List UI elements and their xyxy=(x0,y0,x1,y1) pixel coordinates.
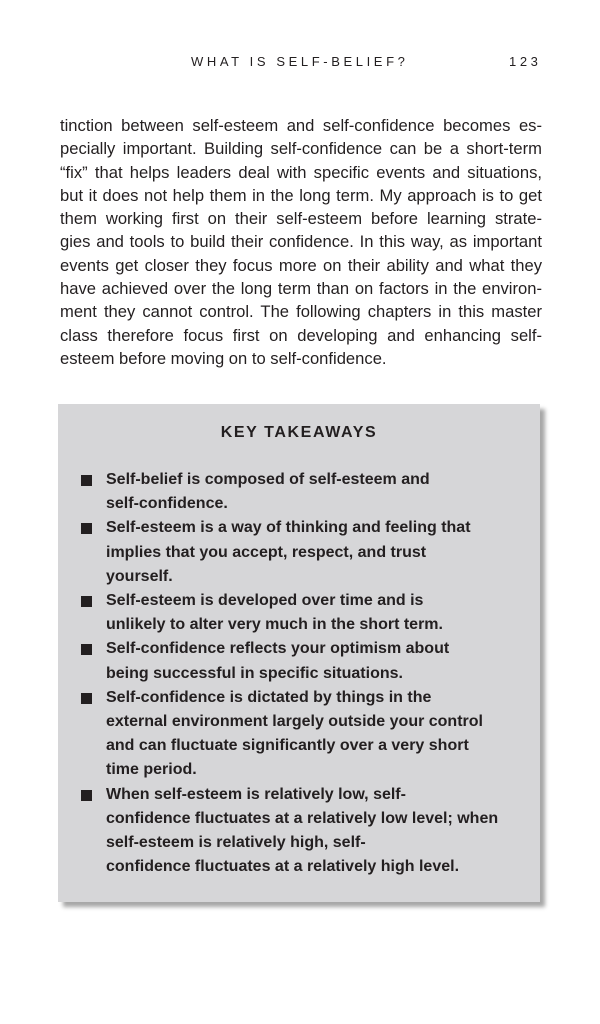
takeaway-item xyxy=(78,468,528,516)
square-bullet-icon xyxy=(81,790,92,801)
takeaway-item xyxy=(78,783,528,880)
body-line: have achieved over the long term than on factors in the environ- xyxy=(60,279,542,299)
takeaway-item xyxy=(78,516,528,589)
body-line: but it does not help them in the long term. My approach is to get xyxy=(60,185,542,205)
body-line: class therefore focus first on developing and enhancing self- xyxy=(60,325,542,345)
running-head xyxy=(0,54,600,74)
body-paragraph xyxy=(60,114,542,370)
takeaway-line: When self-esteem is relatively low, self- xyxy=(106,785,406,803)
takeaway-line: unlikely to alter very much in the short term. xyxy=(106,616,443,634)
takeaway-item xyxy=(78,589,528,637)
takeaway-line: external environment largely outside your control xyxy=(106,713,483,731)
square-bullet-icon xyxy=(81,693,92,704)
body-line: ment they cannot control. The following chapters in this master xyxy=(60,302,542,322)
square-bullet-icon xyxy=(81,596,92,607)
takeaway-line: Self-esteem is a way of thinking and feeling that xyxy=(106,519,471,537)
takeaway-line: confidence fluctuates at a relatively high level. xyxy=(106,858,460,876)
page-number: 123 xyxy=(509,54,542,69)
takeaway-line: Self-esteem is developed over time and is xyxy=(106,592,424,610)
square-bullet-icon xyxy=(81,644,92,655)
takeaway-line: and can fluctuate significantly over a very short xyxy=(106,737,469,755)
takeaway-line: Self-confidence reflects your optimism about xyxy=(106,640,450,658)
body-line: gies and tools to build their confidence. In this way, as important xyxy=(60,232,542,252)
key-takeaways-box xyxy=(58,404,540,902)
key-takeaways-title: KEY TAKEAWAYS xyxy=(220,424,378,441)
body-line: pecially important. Building self-confidence can be a short-term xyxy=(60,139,542,159)
takeaway-line: yourself. xyxy=(106,567,173,585)
body-line: “fix” that helps leaders deal with specific events and situations, xyxy=(60,162,542,182)
takeaway-line: self-confidence. xyxy=(106,495,228,513)
takeaway-line: self-esteem is relatively high, self- xyxy=(106,834,366,852)
body-line: esteem before moving on to self-confidence. xyxy=(60,348,387,368)
takeaway-item xyxy=(78,686,528,783)
square-bullet-icon xyxy=(81,523,92,534)
takeaway-line: Self-belief is composed of self-esteem and xyxy=(106,471,430,488)
takeaway-line: implies that you accept, respect, and trust xyxy=(106,543,427,561)
running-head-title: WHAT IS SELF-BELIEF? xyxy=(191,54,409,69)
takeaway-line: Self-confidence is dictated by things in the xyxy=(106,688,432,706)
square-bullet-icon xyxy=(81,475,92,486)
body-line: tinction between self-esteem and self-confidence becomes es- xyxy=(60,116,542,135)
body-line: events get closer they focus more on their ability and what they xyxy=(60,255,542,275)
takeaway-line: confidence fluctuates at a relatively low level; when xyxy=(106,809,499,827)
takeaway-item xyxy=(78,637,528,685)
takeaway-line: time period. xyxy=(106,761,197,779)
body-line: them working first on their self-esteem before learning strate- xyxy=(60,209,542,229)
key-takeaways-list xyxy=(78,468,528,879)
takeaway-line: being successful in specific situations. xyxy=(106,664,403,682)
